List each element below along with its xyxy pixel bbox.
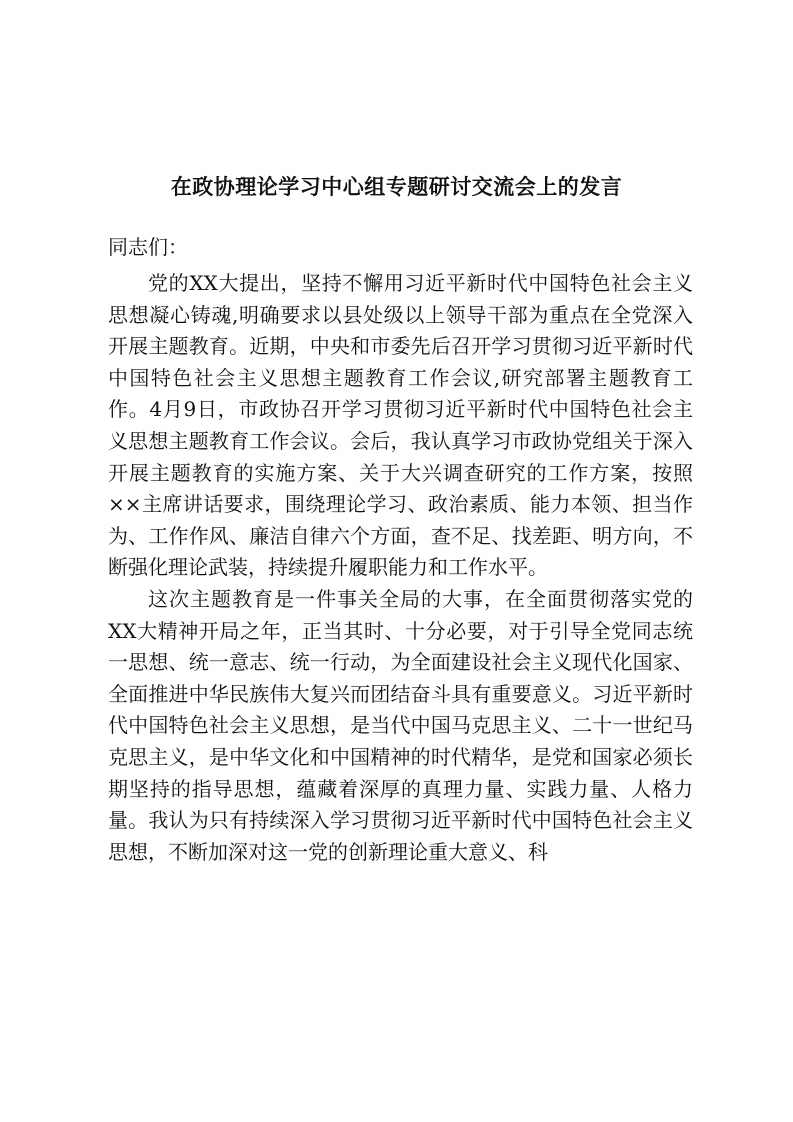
- salutation: 同志们：: [108, 235, 188, 259]
- document-title: 在政协理论学习中心组专题研讨交流会上的发言: [170, 174, 623, 199]
- paragraph-1: 党的XX大提出，坚持不懈用习近平新时代中国特色社会主义思想凝心铸魂,明确要求以县处级以上领导干部为重点在全党深入开展主题教育。近期，中央和市委先后召开学习贯彻习近平新时代中国特色社会主义思想主题教育工作会议,研究部署主题教育工作。4月9日，市政协召开学习贯彻习近平新时代中国特色社会主义思想主题教育工作会议。会后，我认真学习市政协党组关于深入开展主题教育的实施方案、关于大兴调查研究的工作方案，按照××主席讲话要求，围绕理论学习、政治素质、能力本领、担当作为、工作作风、廉洁自律六个方面，查不足、找差距、明方向，不断强化理论武装，持续提升履职能力和工作水平。: [108, 271, 693, 580]
- paragraph-2: 这次主题教育是一件事关全局的大事，在全面贯彻落实党的XX大精神开局之年，正当其时、十分必要，对于引导全党同志统一思想、统一意志、统一行动，为全面建设社会主义现代化国家、全面推进中华民族伟大复兴而团结奋斗具有重要意义。习近平新时代中国特色社会主义思想，是当代中国马克思主义、二十一世纪马克思主义，是中华文化和中国精神的时代精华，是党和国家必须长期坚持的指导思想，蕴藏着深厚的真理力量、实践力量、人格力量。我认为只有持续深入学习贯彻习近平新时代中国特色社会主义思想，不断加深对这一党的创新理论重大意义、科: [108, 586, 693, 864]
- document-body: [108, 268, 693, 868]
